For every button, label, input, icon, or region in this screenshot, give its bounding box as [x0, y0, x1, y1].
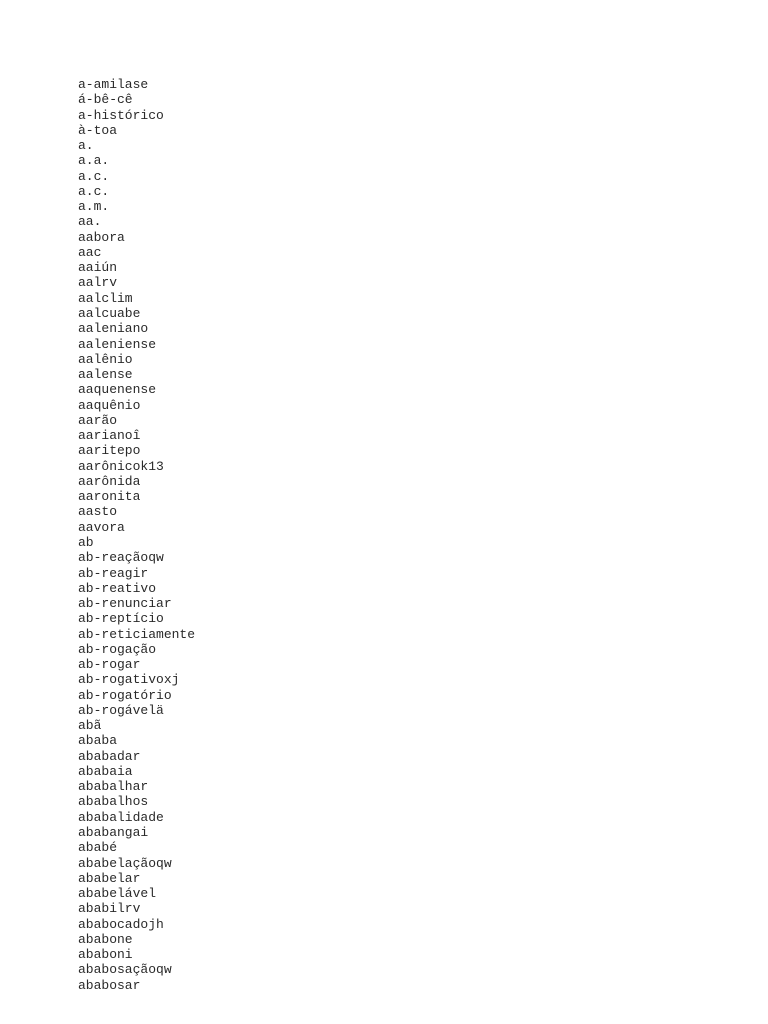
word-entry: a.c. [78, 168, 110, 184]
word-entry: aalclim [78, 290, 133, 306]
word-entry: a.m. [78, 199, 110, 215]
word-entry: ababilrv [78, 901, 141, 917]
word-entry: ab-renunciar [78, 596, 172, 612]
word-entry: ab-reaçãoqw [78, 550, 164, 566]
word-entry: ab-reptício [78, 611, 164, 627]
word-entry: ababosaçãoqw [78, 962, 172, 978]
word-entry: aasto [78, 504, 118, 520]
word-list [78, 77, 195, 993]
word-entry: aaronita [78, 489, 141, 505]
word-entry: aaleniano [78, 321, 149, 337]
word-entry: abã [78, 718, 102, 734]
word-entry: ababelaçãoqw [78, 855, 172, 871]
word-entry: ab-reativo [78, 580, 157, 596]
word-entry: ab-rogatório [78, 687, 172, 703]
word-entry: aarônicok13 [78, 458, 164, 474]
word-entry: aaritepo [78, 443, 141, 459]
word-entry: ababelável [78, 886, 157, 902]
word-entry: aa. [78, 214, 102, 230]
word-entry: ab-rogar [78, 657, 141, 673]
word-entry: aaiún [78, 260, 118, 276]
word-entry: ababoni [78, 947, 133, 963]
word-entry: ab-rogávelä [78, 702, 164, 718]
word-entry: ababadar [78, 748, 141, 764]
word-entry: aac [78, 244, 102, 260]
word-entry: aarão [78, 412, 118, 428]
word-entry: ababone [78, 931, 133, 947]
word-entry: ab-reticiamente [78, 626, 196, 642]
word-entry: aalcuabe [78, 305, 141, 321]
word-entry: ab-rogação [78, 641, 157, 657]
word-entry: a.a. [78, 153, 110, 169]
word-entry: ababé [78, 840, 118, 856]
word-entry: aaleniense [78, 336, 157, 352]
word-entry: ababaia [78, 763, 133, 779]
word-entry: aaquênio [78, 397, 141, 413]
word-entry: a. [78, 138, 94, 154]
word-entry: aavora [78, 519, 125, 535]
word-entry: ababelar [78, 870, 141, 886]
word-entry: a-histórico [78, 107, 164, 123]
word-entry: ababa [78, 733, 118, 749]
word-entry: a.c. [78, 183, 110, 199]
word-entry: aalrv [78, 275, 118, 291]
word-entry: ababosar [78, 977, 141, 993]
word-entry: ab [78, 534, 94, 550]
word-entry: aalênio [78, 351, 133, 367]
word-entry: ababangai [78, 825, 149, 841]
word-entry: á-bê-cê [78, 92, 133, 108]
word-entry: ababocadojh [78, 916, 164, 932]
word-entry: ab-rogativoxj [78, 672, 180, 688]
word-entry: ababalhos [78, 794, 149, 810]
word-entry: à-toa [78, 122, 118, 138]
word-entry: aarianoî [78, 428, 141, 444]
word-entry: a-amilase [78, 77, 149, 92]
word-entry: ababalidade [78, 809, 164, 825]
word-entry: ab-reagir [78, 565, 149, 581]
word-entry: aarônida [78, 473, 141, 489]
word-entry: ababalhar [78, 779, 149, 795]
word-entry: aabora [78, 229, 125, 245]
word-entry: aalense [78, 367, 133, 383]
word-entry: aaquenense [78, 382, 157, 398]
